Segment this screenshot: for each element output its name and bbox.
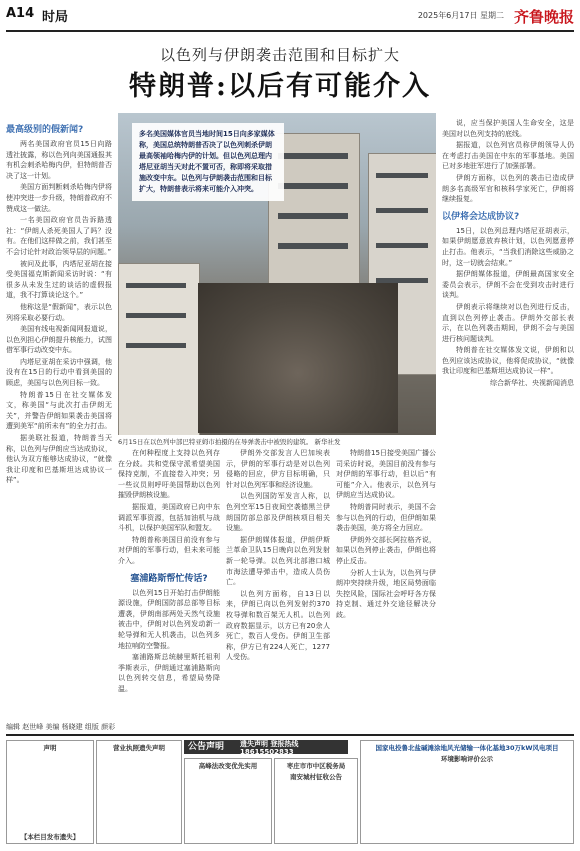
paragraph: 15日，以色列总理内塔尼亚胡表示，如果伊朗愿意放弃核计划，以色列愿意停止打击。他表示，“当我们消除这些威胁之时，这一切就会结束。” (442, 226, 574, 267)
paragraph: 伊朗外交部发言人巴加埃表示，伊朗的军事行动是对以色列侵略的回应，伊方目标明确，只针对以色列军事和经济设施。 (226, 449, 330, 489)
middle-column (118, 448, 220, 718)
news-photo (118, 113, 436, 435)
paragraph: 伊朗外交部长阿拉格齐说，如果以色列停止袭击，伊朗也将停止反击。 (336, 535, 436, 565)
paragraph: 特朗普在社交媒体发文说，伊朗和以色列应该达成协议，他将促成协议，“就像我让印度和巴基斯坦达成协议一样”。 (442, 346, 574, 376)
editor-credits: 编辑 赵世峰 美编 杨晓建 组版 颜彩 (6, 722, 574, 735)
ad-title: 高峰法改变优先实用 (198, 762, 258, 770)
section-name: 时局 (42, 10, 69, 25)
paragraph: 特朗普15日在社交媒体发文，称美国“与此次打击伊朗无关”，并警告伊朗如果袭击美国将遭到美军“前所未有”的全力打击。 (6, 390, 112, 431)
paragraph: 以色列国防军发言人称，以色列空军15日夜间空袭德黑兰伊朗国防部总部及伊朗核项目相关设施。 (226, 492, 330, 533)
ad-title: 国家电投鲁北盐碱滩涂地风光储输一体化基地30万kW风电项目 (375, 744, 559, 752)
paragraph: 在何种程度上支持以色列存在分歧。共和党保守派希望美国保持克制，不直接卷入冲突；另一些议员则呼吁美国帮助以色列摧毁伊朗核设施。 (118, 449, 220, 500)
article-headline: 特朗普:以后有可能介入 (129, 71, 431, 102)
notice-header: 公告声明 (184, 740, 348, 754)
ad-title: 营业执照遗失声明 (113, 744, 165, 752)
center-right-column (226, 448, 330, 718)
paragraph: 以色列15日开始打击伊朗能源设施，伊朗国防部总部等目标遭袭，伊朗南部两处天然气设施被击中，伊朗对以色列发动新一轮导弹和无人机袭击，以色列多地拉响防空警报。 (118, 588, 220, 650)
ad-block (274, 758, 358, 844)
paragraph: 据美联社报道，特朗普当天称，以色列与伊朗应当达成协议，他认为双方能够达成协议，“就像我让印度和巴基斯坦达成协议一样”。 (6, 434, 112, 485)
ad-subtitle: 南安城村征收公告 (290, 773, 342, 781)
hotline-number: 18615502833 (240, 748, 294, 756)
article-kicker: 以色列与伊朗袭击范围和目标扩大 (159, 46, 400, 64)
paragraph: 说，应当保护美国人生命安全，这是美国对以色列支持的底线。 (442, 119, 574, 138)
paragraph: 综合新华社、央视新闻消息 (490, 379, 574, 388)
ad-block (360, 740, 574, 844)
building (118, 263, 200, 435)
ad-block (6, 740, 94, 844)
middle-subhead: 塞浦路斯帮忙传话? (130, 573, 208, 584)
paragraph: 特朗普15日接受美国广播公司采访时说，美国目前没有参与对伊朗的军事行动，但以后“有可能”介入。他表示，以色列与伊朗应当达成协议。 (336, 449, 436, 500)
building-window-row (126, 343, 186, 348)
paragraph: 他称这是“假新闻”，表示以色列将采取必要行动。 (6, 302, 112, 322)
paragraph: 美国有线电视新闻网报道说，以色列担心伊朗提升核能力，试图借军事行动改变中东。 (6, 325, 112, 355)
paragraph: 特朗普同时表示，美国不会参与以色列的行动，但伊朗如果袭击美国，美方将全力回应。 (336, 502, 436, 533)
paragraph: 伊朗表示将继续对以色列进行反击，直到以色列停止袭击。伊朗外交部长表示，在以色列袭击期间，伊朗不会与美国进行核问题谈判。 (442, 302, 574, 343)
building-window-row (278, 183, 348, 189)
newspaper-logo: 齐鲁晚报 (513, 8, 574, 26)
paragraph: 据伊朗媒体报道，伊朗最高国家安全委员会表示，伊朗不会在受到攻击时进行谈判。 (442, 270, 574, 300)
right-column (442, 118, 574, 718)
left-column (6, 118, 112, 718)
photo-callout: 多名美国媒体官员当地时间15日向多家媒体称，美国总统特朗普否决了以色列刺杀伊朗最高领袖哈梅内伊的计划。但以色列总理内塔尼亚胡当天对此不置可否，称即将采取措施改变中东。以色列与伊朗袭击范围和目标扩大，特朗普表示将来可能介入冲突。 (132, 123, 284, 201)
left-subhead: 最高级别的假新闻? (6, 125, 84, 135)
building-window-row (278, 243, 348, 249)
page-number: A14 (6, 6, 35, 21)
paragraph: 特朗普称美国目前没有参与对伊朗的军事行动，但未来可能介入。 (118, 535, 220, 565)
paragraph: 据伊朗媒体报道，伊朗伊斯兰革命卫队15日晚向以色列发射新一轮导弹。以色列北部港口城市海法遭导弹击中，造成人员伤亡。 (226, 535, 330, 587)
building-window-row (126, 313, 186, 318)
building-window-row (278, 153, 348, 159)
building-window-row (376, 208, 428, 213)
ad-block (96, 740, 182, 844)
ad-block (184, 758, 272, 844)
issue-date: 2025年6月17日 星期二 (417, 11, 504, 20)
paragraph: 塞浦路斯总统赫里斯托祖利季斯表示，伊朗通过塞浦路斯向以色列转交信息，希望局势降温。 (118, 653, 220, 693)
page-header (6, 6, 574, 32)
paragraph: 两名美国政府官员15日向路透社披露，称以色列向美国通报其有机会刺杀哈梅内伊，但特朗普否决了这一计划。 (6, 140, 112, 180)
paragraph: 伊朗方面称，以色列的袭击已造成伊朗多名高级军官和核科学家死亡，伊朗将继续报复。 (442, 173, 574, 204)
paragraph: 内塔尼亚胡在采访中强调，他没有在15日的行动中看到美国的顾虑，美国与以色列目标一致。 (6, 357, 112, 388)
paragraph: 被问及此事，内塔尼亚胡在接受美国福克斯新闻采访时说：“有很多从未发生过的谈话的虚假报道，我不打算谈论这个。” (6, 259, 112, 300)
paragraph: 一名美国政府官员告诉路透社：“伊朗人杀死美国人了吗？没有。在他们这样做之前，我们甚至不会讨论针对政治领导层的问题。” (6, 216, 112, 256)
building-window-row (376, 243, 428, 248)
paragraph: 美国方面判断刺杀哈梅内伊将使冲突进一步升级，特朗普政府不赞成这一做法。 (6, 183, 112, 213)
photo-caption: 6月15日在以色列中部巴特亚姆市拍摄的在导弹袭击中被毁的建筑。 新华社发 (118, 438, 341, 446)
ad-block (6, 830, 94, 844)
ad-title: 【本栏目发布遗失】 (20, 833, 80, 841)
building-window-row (278, 213, 348, 219)
paragraph: 据报道，美国政府已向中东调派军事资源，包括加油机与战斗机，以保护美国军队和盟友。 (118, 502, 220, 533)
rubble-pile (198, 283, 398, 433)
building-window-row (126, 283, 186, 288)
hotline-label: 遗失声明 登报热线 (240, 740, 299, 748)
building-window-row (376, 173, 428, 178)
right-middle-column (336, 448, 436, 718)
ad-subtitle: 环境影响评价公示 (441, 755, 493, 763)
paragraph: 以色列方面称，自13日以来，伊朗已向以色列发射约370枚导弹和数百架无人机。以色列政府数据显示，以方已有20余人死亡，数百人受伤。伊朗卫生部称，伊方已有224人死亡，1277人受伤。 (226, 589, 330, 662)
ad-title: 声明 (43, 744, 57, 752)
paragraph: 分析人士认为，以色列与伊朗冲突持续升级，地区局势面临失控风险，国际社会呼吁各方保持克制、通过外交途径解决分歧。 (336, 568, 436, 619)
ad-title: 枣庄市市中区税务局 (286, 762, 346, 770)
paragraph: 据报道，以色列官员称伊朗领导人仍在考虑打击美国在中东的军事基地。美国已对多地驻军进行了加强部署。 (442, 141, 574, 171)
hotline-numbers (240, 740, 350, 756)
right-subhead: 以伊将会达成协议? (442, 211, 520, 222)
